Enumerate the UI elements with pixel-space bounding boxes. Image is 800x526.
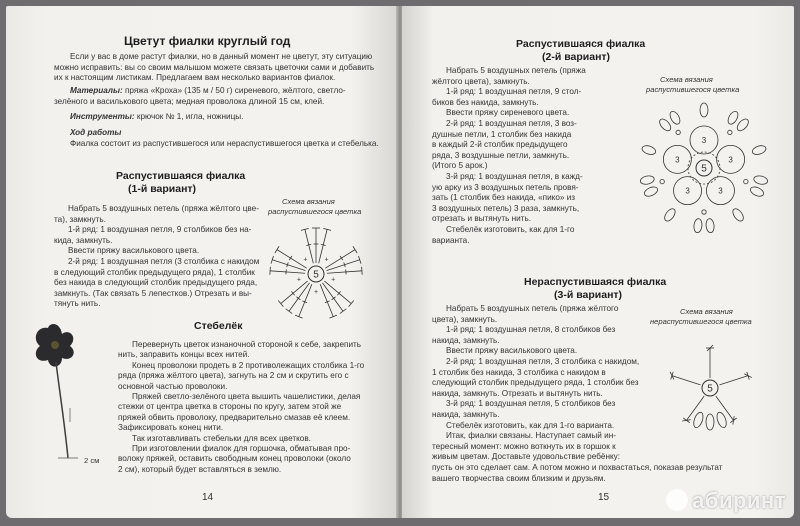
stem-title: Стебелёк bbox=[194, 320, 243, 332]
text-line: вашего творчества своим близким и друзьям. bbox=[432, 473, 606, 483]
variant2-caption-line: Схема вязания bbox=[660, 75, 713, 84]
text-line: Стебелёк изготовить, как для 1-го bbox=[446, 225, 575, 234]
text-line: тересный момент: можно воткнуть их в горшок к bbox=[432, 441, 616, 451]
text-line: душные петли, 1 столбик без накида bbox=[432, 129, 572, 139]
workflow-text: Фиалка состоит из распустившегося или нераспустившегося цветка и стебелька. bbox=[70, 139, 379, 148]
labirint-logo-icon bbox=[666, 489, 688, 511]
text-line: основной частью проволоки. bbox=[118, 381, 228, 391]
text-line: При изготовлении фиалок для горшочка, обматывая про- bbox=[132, 444, 351, 453]
variant1-scheme-diagram bbox=[256, 214, 376, 334]
variant3-scheme-diagram bbox=[658, 332, 768, 452]
materials-line: Материалы: пряжа «Кроха» (135 м / 50 г) сиреневого, жёлтого, светло- bbox=[70, 86, 346, 95]
text-line: жёлтого цвета), замкнуть. bbox=[432, 76, 530, 86]
variant1-caption-line: Схема вязания bbox=[282, 197, 335, 206]
svg-text:3: 3 bbox=[728, 155, 733, 165]
text-line: пряжей обвить проволоку, предварительно смазав её клеем. bbox=[118, 412, 351, 422]
text-line: 1-й ряд: 1 воздушная петля, 9 стол- bbox=[446, 87, 582, 97]
text-line: кида, замкнуть. bbox=[54, 235, 113, 245]
text-line: Ввести пряжу сиреневого цвета. bbox=[446, 108, 570, 118]
text-line: ряда (пряжа жёлтого цвета), загнуть на 2 см и скрутить его с bbox=[118, 371, 349, 381]
text-line: Зафиксировать конец нити. bbox=[118, 423, 224, 433]
variant1-subtitle: (1-й вариант) bbox=[128, 183, 197, 195]
text-line: ряда, 3 воздушные петли, замкнуть. bbox=[432, 150, 570, 160]
variant3-caption-line: Схема вязания bbox=[680, 307, 733, 316]
svg-text:+: + bbox=[331, 276, 336, 284]
text-line: 1 столбик без накида, 3 столбика с накидом в bbox=[432, 367, 606, 377]
text-line: Набрать 5 воздушных петель (пряжа жёлтого цве- bbox=[68, 204, 259, 213]
text-line: стежки от центра цветка в стороны по кругу, затем этой же bbox=[118, 402, 342, 412]
text-line: пусть он это сделает сам. А потом можно и похвастаться, показав результат bbox=[432, 463, 723, 472]
stem-measure: 2 см bbox=[84, 456, 100, 465]
text-line: без накида в следующий столбик предыдущего ряда, bbox=[54, 278, 258, 288]
text-line: 3-й ряд: 1 воздушная петля, 5 столбиков без bbox=[446, 399, 616, 409]
svg-text:5: 5 bbox=[707, 383, 713, 395]
text-line: замкнуть. (Так связать 5 лепестков.) Отрезать и вы- bbox=[54, 288, 252, 298]
materials-line: зелёного и василькового цвета; медная проволока длиной 15 см, клей. bbox=[54, 96, 325, 106]
variant2-title: Распустившаяся фиалка bbox=[516, 38, 646, 50]
flower-photo bbox=[26, 318, 98, 478]
text-line: 2-й ряд: 1 воздушная петля (3 столбика с накидом bbox=[68, 257, 260, 266]
text-line: цвета), замкнуть. bbox=[432, 314, 498, 324]
variant3-title: Нераспустившаяся фиалка bbox=[524, 276, 667, 288]
tools-line: Инструменты: крючок № 1, игла, ножницы. bbox=[70, 112, 244, 121]
page-number: 14 bbox=[202, 492, 214, 503]
intro-line: Если у вас в доме растут фиалки, но в данный момент не цветут, эту ситуацию bbox=[70, 52, 373, 61]
svg-text:5: 5 bbox=[701, 163, 707, 175]
text-line: Ввести пряжу василькового цвета. bbox=[68, 246, 200, 256]
text-line: Набрать 5 воздушных петель (пряжа жёлтого bbox=[446, 304, 619, 313]
text-line: 3-й ряд: 1 воздушная петля, в кажд- bbox=[446, 172, 583, 181]
text-line: 2 см), который будет вставляться в землю. bbox=[118, 464, 282, 474]
variant3-subtitle: (3-й вариант) bbox=[554, 289, 623, 301]
text-line: накида, замкнуть. bbox=[432, 410, 500, 419]
svg-text:+: + bbox=[324, 256, 329, 264]
right-page bbox=[402, 6, 794, 518]
text-line: нить, заправить концы всех нитей. bbox=[118, 350, 250, 360]
diagram-center-label: 5 bbox=[313, 269, 319, 281]
text-line: живым цветам. Доставьте удовольствие ребёнку: bbox=[432, 452, 621, 462]
text-line: та), замкнуть. bbox=[54, 214, 106, 224]
text-line: (Итого 5 арок.) bbox=[432, 161, 488, 171]
text-line: 1-й ряд: 1 воздушная петля, 8 столбиков без bbox=[446, 325, 616, 335]
text-line: тянуть нить. bbox=[54, 299, 101, 309]
text-line: в следующий столбик предыдущего ряда), 1 столбик bbox=[54, 267, 255, 277]
text-line: Ввести пряжу василькового цвета. bbox=[446, 346, 578, 356]
text-line: Стебелёк изготовить, как для 1-го варианта. bbox=[446, 420, 615, 430]
text-line: Пряжей светло-зелёного цвета вышить чашелистики, делая bbox=[132, 392, 361, 401]
watermark: абиринт bbox=[666, 488, 786, 514]
variant2-caption-line: распустившегося цветка bbox=[646, 85, 740, 94]
svg-text:3: 3 bbox=[685, 186, 690, 196]
intro-line: можно исправить: вы со своим малышом можете связать цветочки сами и добавить их к настоящим листикам. Предлагаем вам несколько вариантов фиалок. bbox=[54, 62, 375, 83]
variant2-subtitle: (2-й вариант) bbox=[542, 51, 611, 63]
text-line: Перевернуть цветок изнаночной стороной к себе, закрепить bbox=[132, 340, 362, 349]
text-line: ую арку из 3 воздушных петель провя- bbox=[432, 182, 579, 192]
variant2-scheme-diagram bbox=[624, 98, 784, 248]
left-page bbox=[6, 6, 398, 518]
variant1-caption-line: распустившегося цветка bbox=[268, 207, 362, 216]
text-line: накида, замкнуть. bbox=[432, 335, 500, 345]
page-title: Цветут фиалки круглый год bbox=[124, 34, 291, 48]
text-line: зать (1 столбик без накида, «пико» из bbox=[432, 193, 576, 203]
svg-text:+: + bbox=[313, 289, 319, 296]
svg-text:3: 3 bbox=[718, 186, 723, 196]
text-line: 1-й ряд: 1 воздушная петля, 9 столбиков без на- bbox=[68, 225, 252, 235]
text-line: отрезать и вытянуть нить. bbox=[432, 214, 532, 224]
svg-text:3: 3 bbox=[675, 155, 680, 165]
text-line: 3 воздушных петель) 3 раза, замкнуть, bbox=[432, 203, 580, 213]
text-line: варианта. bbox=[432, 235, 470, 245]
text-line: Конец проволоки продеть в 2 противолежащих столбика 1-го bbox=[132, 360, 365, 370]
text-line: в каждый 2-й столбик предыдущего bbox=[432, 140, 568, 150]
text-line: Так изготавливать стебельки для всех цветков. bbox=[132, 433, 311, 443]
text-line: накида, замкнуть. Отрезать и вытянуть нить. bbox=[432, 388, 603, 398]
text-line: Набрать 5 воздушных петель (пряжа bbox=[446, 66, 586, 75]
text-line: волоку пряжей, оставить свободным конец проволоки (около bbox=[118, 454, 351, 464]
workflow-heading: Ход работы bbox=[70, 128, 122, 137]
text-line: биков без накида, замкнуть. bbox=[432, 97, 539, 107]
page-number: 15 bbox=[598, 492, 610, 503]
text-line: 2-й ряд: 1 воздушная петля, 3 воз- bbox=[446, 119, 577, 128]
text-line: 2-й ряд: 1 воздушная петля, 3 столбика с накидом, bbox=[446, 357, 640, 366]
svg-text:+: + bbox=[303, 256, 308, 264]
svg-text:+: + bbox=[296, 276, 301, 284]
text-line: Итак, фиалки связаны. Наступает самый ин- bbox=[446, 431, 616, 441]
open-book bbox=[6, 6, 794, 522]
variant1-title: Распустившаяся фиалка bbox=[116, 170, 246, 182]
text-line: следующий столбик предыдущего ряда, 1 столбик без bbox=[432, 378, 639, 388]
variant3-caption-line: нераспустившегося цветка bbox=[650, 317, 752, 326]
svg-text:3: 3 bbox=[701, 136, 707, 145]
